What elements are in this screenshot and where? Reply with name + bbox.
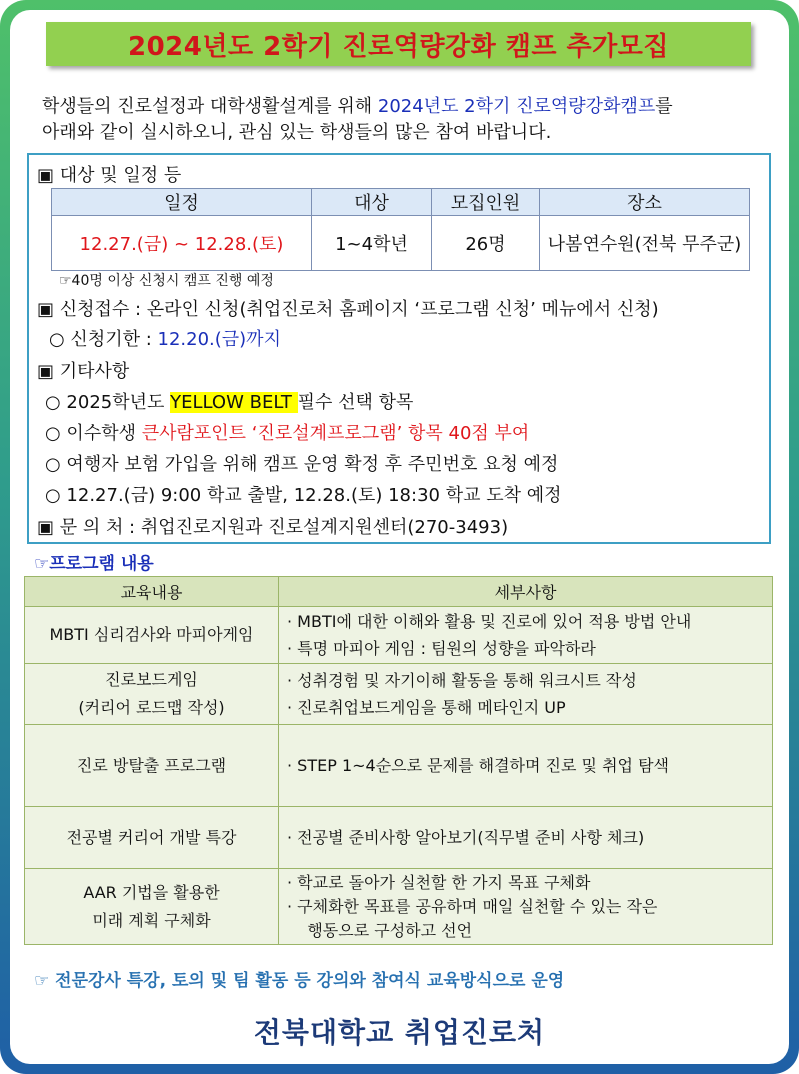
schedule-header-target: 대상: [312, 189, 432, 216]
schedule-place: 나봄연수원(전북 무주군): [540, 216, 750, 271]
schedule-note: ☞40명 이상 신청시 캠프 진행 예정: [59, 273, 274, 289]
intro-text: [42, 94, 772, 146]
section-target-heading: ▣ 대상 및 일정 등: [37, 165, 182, 186]
program-details: [279, 725, 773, 807]
detail-item: 행동으로 구성하고 선언: [287, 920, 473, 940]
program-name-line: (커리어 로드맵 작성): [78, 698, 225, 717]
etc-item-2-pre: ○ 이수학생: [45, 423, 142, 444]
schedule-date: 12.27.(금) ~ 12.28.(토): [52, 216, 312, 271]
apply-deadline: [49, 325, 281, 351]
schedule-target: 1~4학년: [312, 216, 432, 271]
etc-item-4: ○ 12.27.(금) 9:00 학교 출발, 12.28.(토) 18:30 학교 도착 예정: [45, 485, 562, 506]
schedule-table: [51, 188, 750, 271]
deadline-label: ○ 신청기한 :: [49, 329, 158, 350]
etc-item-2: [45, 419, 529, 445]
schedule-header-date: 일정: [52, 189, 312, 216]
detail-item: · 구체화한 목표를 공유하며 매일 실천할 수 있는 작은: [287, 896, 658, 916]
program-details: [279, 607, 773, 664]
intro-part2: 를: [655, 96, 673, 117]
table-row: [25, 869, 773, 945]
detail-item: · 특명 마피아 게임 : 팀원의 성향을 파악하라: [287, 639, 596, 658]
program-name: [25, 807, 279, 869]
program-name-line: AAR 기법을 활용한: [83, 882, 220, 902]
program-name: [25, 869, 279, 945]
etc-heading: ▣ 기타사항: [37, 361, 130, 382]
etc-item-1: [45, 388, 413, 414]
apply-line: ▣ 신청접수 : 온라인 신청(취업진로처 홈페이지 ‘프로그램 신청’ 메뉴에서 신청): [37, 299, 659, 320]
program-details: [279, 807, 773, 869]
title-banner: [46, 22, 751, 66]
contact-line: ▣ 문 의 처 : 취업진로지원과 진로설계지원센터(270-3493): [37, 517, 509, 538]
etc-item-3: ○ 여행자 보험 가입을 위해 캠프 운영 확정 후 주민번호 요청 예정: [45, 454, 559, 475]
schedule-header-place: 장소: [540, 189, 750, 216]
info-box: [27, 153, 771, 544]
table-row: [25, 607, 773, 664]
yellow-belt-highlight: YELLOW BELT: [170, 392, 298, 413]
detail-item: · 성취경험 및 자기이해 활동을 통해 워크시트 작성: [287, 671, 637, 690]
intro-part1: 학생들의 진로설정과 대학생활설계를 위해: [42, 96, 378, 117]
organization-name: 전북대학교 취업진로처: [253, 1016, 546, 1049]
page-title: 2024년도 2학기 진로역량강화 캠프 추가모집: [127, 31, 670, 62]
table-row: [25, 664, 773, 725]
table-row: [25, 725, 773, 807]
detail-item: · 전공별 준비사항 알아보기(직무별 준비 사항 체크): [287, 828, 645, 847]
program-name-line: 전공별 커리어 개발 특강: [66, 827, 237, 847]
program-name-line: 진로보드게임: [105, 670, 198, 689]
program-name-line: 진로 방탈출 프로그램: [76, 755, 227, 775]
deadline-value: 12.20.(금)까지: [157, 329, 281, 350]
schedule-count: 26명: [432, 216, 540, 271]
intro-line2: 아래와 같이 실시하오니, 관심 있는 학생들의 많은 참여 바랍니다.: [42, 122, 552, 143]
program-name: [25, 725, 279, 807]
program-name: [25, 664, 279, 725]
intro-highlight: 2024년도 2학기 진로역량강화캠프: [377, 96, 656, 117]
detail-item: · MBTI에 대한 이해와 활용 및 진로에 있어 적용 방법 안내: [287, 612, 692, 631]
program-details: [279, 869, 773, 945]
program-name: [25, 607, 279, 664]
etc-item-1-pre: ○ 2025학년도: [45, 392, 171, 413]
schedule-header-count: 모집인원: [432, 189, 540, 216]
detail-item: · STEP 1~4순으로 문제를 해결하며 진로 및 취업 탐색: [287, 756, 669, 775]
program-table: [24, 576, 773, 945]
program-name-line: 미래 계획 구체화: [92, 910, 211, 930]
program-header-content: 교육내용: [25, 577, 279, 607]
etc-item-2-red: 큰사람포인트 ‘진로설계프로그램’ 항목 40점 부여: [141, 423, 530, 444]
program-name-line: MBTI 심리검사와 마피아게임: [49, 625, 254, 644]
detail-item: · 학교로 돌아가 실천할 한 가지 목표 구체화: [287, 872, 591, 892]
table-row: [25, 807, 773, 869]
program-header-details: 세부사항: [279, 577, 773, 607]
program-title: ☞프로그램 내용: [34, 554, 154, 574]
detail-item: · 진로취업보드게임을 통해 메타인지 UP: [287, 698, 566, 717]
etc-item-1-post: 필수 선택 항목: [297, 392, 414, 413]
program-details: [279, 664, 773, 725]
footer-note: ☞ 전문강사 특강, 토의 및 팀 활동 등 강의와 참여식 교육방식으로 운영: [34, 971, 565, 991]
